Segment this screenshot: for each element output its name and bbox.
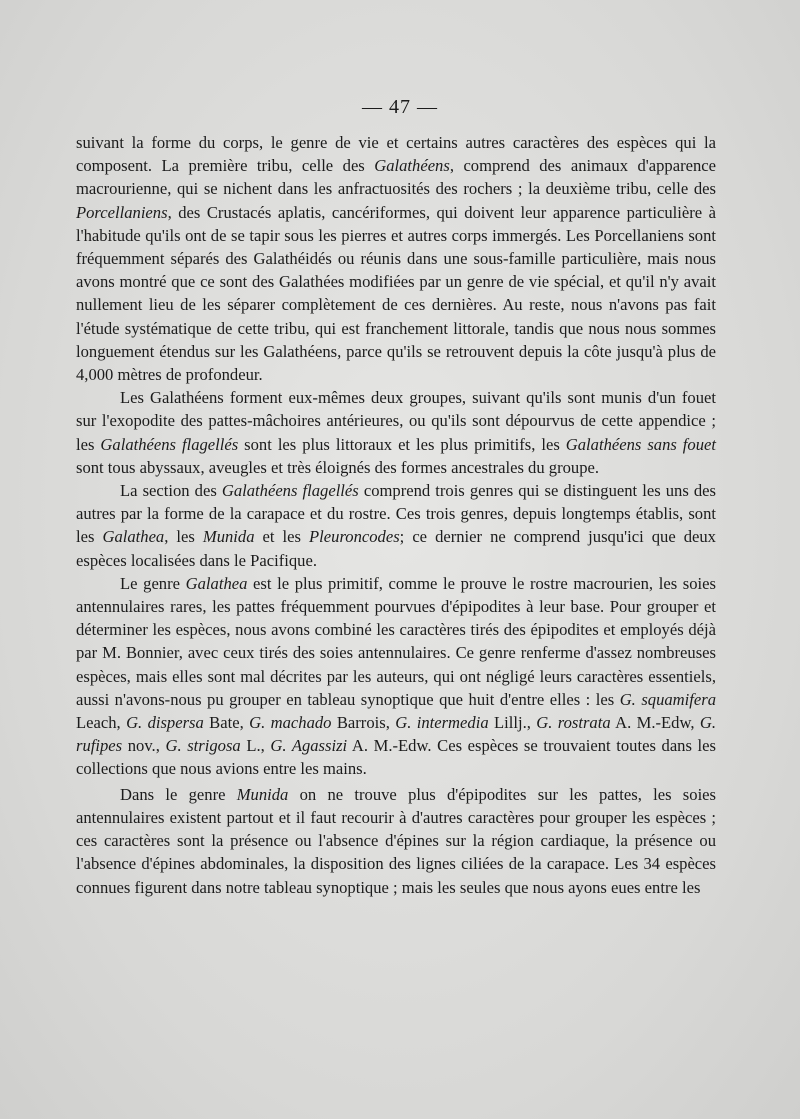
italic-term: Munida: [236, 784, 289, 804]
italic-term: G. strigosa: [165, 736, 241, 756]
text-run: A. M.-Edw. Ces espèces se trouvaient toutes dans les collections que nous avions entre les mains.: [76, 736, 716, 779]
text-run: ; ce dernier ne comprend jusqu'ici que deux espèces localisées dans le Pacifique.: [76, 527, 716, 570]
text-run: suivant la forme du corps, le genre de vie et certains autres caractères des espèces qui la composent. La première tribu, celle des: [76, 133, 716, 176]
text-run: on ne trouve plus d'épipodites sur les pattes, les soies antennulaires existent partout et il faut recourir à d'autres caractères pour grouper les espèces ; ces caractères sont la présence ou l'absence d'épines sur la région cardiaque, la présence ou l'absence d'épines abdominales, la disposition des lignes ciliées de la carapace. Les 34 espèces connues figurent dans notre tableau synoptique ; mais les seules que nous ayons eues entre les: [76, 784, 716, 897]
italic-term: G. rufipes: [76, 713, 717, 756]
text-run: sont tous abyssaux, aveugles et très éloignés des formes ancestrales du groupe.: [76, 457, 600, 477]
italic-term: Porcellaniens: [76, 202, 168, 222]
italic-term: G. squamifera: [619, 689, 716, 709]
text-run: comprend trois genres qui se distinguent les uns des autres par la forme de la carapace et du rostre. Ces trois genres, depuis longtemps établis, sont les: [76, 481, 716, 547]
italic-term: Galathea: [102, 527, 165, 547]
italic-term: Pleuroncodes: [309, 527, 400, 547]
text-run: L.,: [240, 736, 271, 756]
text-run: A. M.-Edw,: [610, 713, 700, 733]
italic-term: G. Agassizi: [270, 736, 348, 756]
italic-term: Galathéens flagellés: [100, 434, 239, 454]
paragraph-3: [76, 479, 716, 572]
italic-term: Galathéens sans fouet: [565, 434, 716, 454]
text-run: Lillj.,: [488, 713, 537, 733]
body-text: [76, 131, 716, 899]
paragraph-2: [76, 386, 716, 479]
italic-term: G. dispersa: [126, 713, 204, 733]
text-run: est le plus primitif, comme le prouve le rostre macrourien, les soies antennulaires rares, les pattes fréquemment pourvues d'épipodites à leur base. Pour grouper et déterminer les espèces, nous avons combiné les caractères tirés des épipodites et employés déjà par M. Bonnier, avec ceux tirés des soies antennulaires. Ce genre renferme d'assez nombreuses espèces, mais elles sont mal décrites par les auteurs, qui ont négligé leurs caractères essentiels, aussi n'avons-nous pu grouper en tableau synoptique que huit d'entre elles : les: [76, 573, 716, 709]
italic-term: Galathéens: [374, 156, 450, 176]
paragraph-5: [76, 783, 716, 899]
italic-term: Munida: [202, 527, 255, 547]
text-run: , comprend des animaux d'apparence macrourienne, qui se nichent dans les anfractuosités des rochers ; la deuxième tribu, celle des: [76, 156, 716, 199]
text-run: Le genre: [120, 573, 186, 593]
text-run: et les: [254, 527, 310, 547]
text-run: nov.,: [122, 736, 166, 756]
page-number: — 47 —: [362, 96, 438, 118]
text-run: , des Crustacés aplatis, cancériformes, qui doivent leur apparence particulière à l'habitude qu'ils ont de se tapir sous les pierres et autres corps immergés. Les Porcellaniens sont fréquemment séparés des Galathéidés ou réunis dans une sous-famille particulière, mais nous avons montré que ce sont des Galathées modifiées par un genre de vie spécial, et qu'il n'y avait nullement lieu de les séparer complètement de ces dernières. Au reste, nous n'avons pas fait l'étude systématique de cette tribu, qui est franchement littorale, tandis que nous nous sommes longuement étendus sur les Galathéens, parce qu'ils se retrouvent depuis la côte jusqu'à plus de 4,000 mètres de profondeur.: [76, 202, 716, 385]
text-run: Bate,: [203, 713, 250, 733]
text-run: Dans le genre: [120, 784, 237, 804]
text-run: , les: [164, 527, 203, 547]
italic-term: G. intermedia: [395, 713, 489, 733]
text-run: Les Galathéens forment eux-mêmes deux groupes, suivant qu'ils sont munis d'un fouet sur l'exopodite des pattes-mâchoires antérieures, ou qu'ils sont dépourvus de cette appendice ; les: [76, 388, 716, 454]
text-run: La section des: [120, 481, 222, 501]
paragraph-1: [76, 131, 716, 386]
paragraph-4: [76, 572, 716, 781]
italic-term: Galathea: [185, 573, 248, 593]
text-run: Leach,: [76, 713, 127, 733]
italic-term: G. rostrata: [536, 713, 611, 733]
text-run: sont les plus littoraux et les plus primitifs, les: [238, 434, 566, 454]
italic-term: Galathéens flagellés: [221, 481, 359, 501]
text-run: Barrois,: [331, 713, 396, 733]
italic-term: G. machado: [249, 713, 332, 733]
